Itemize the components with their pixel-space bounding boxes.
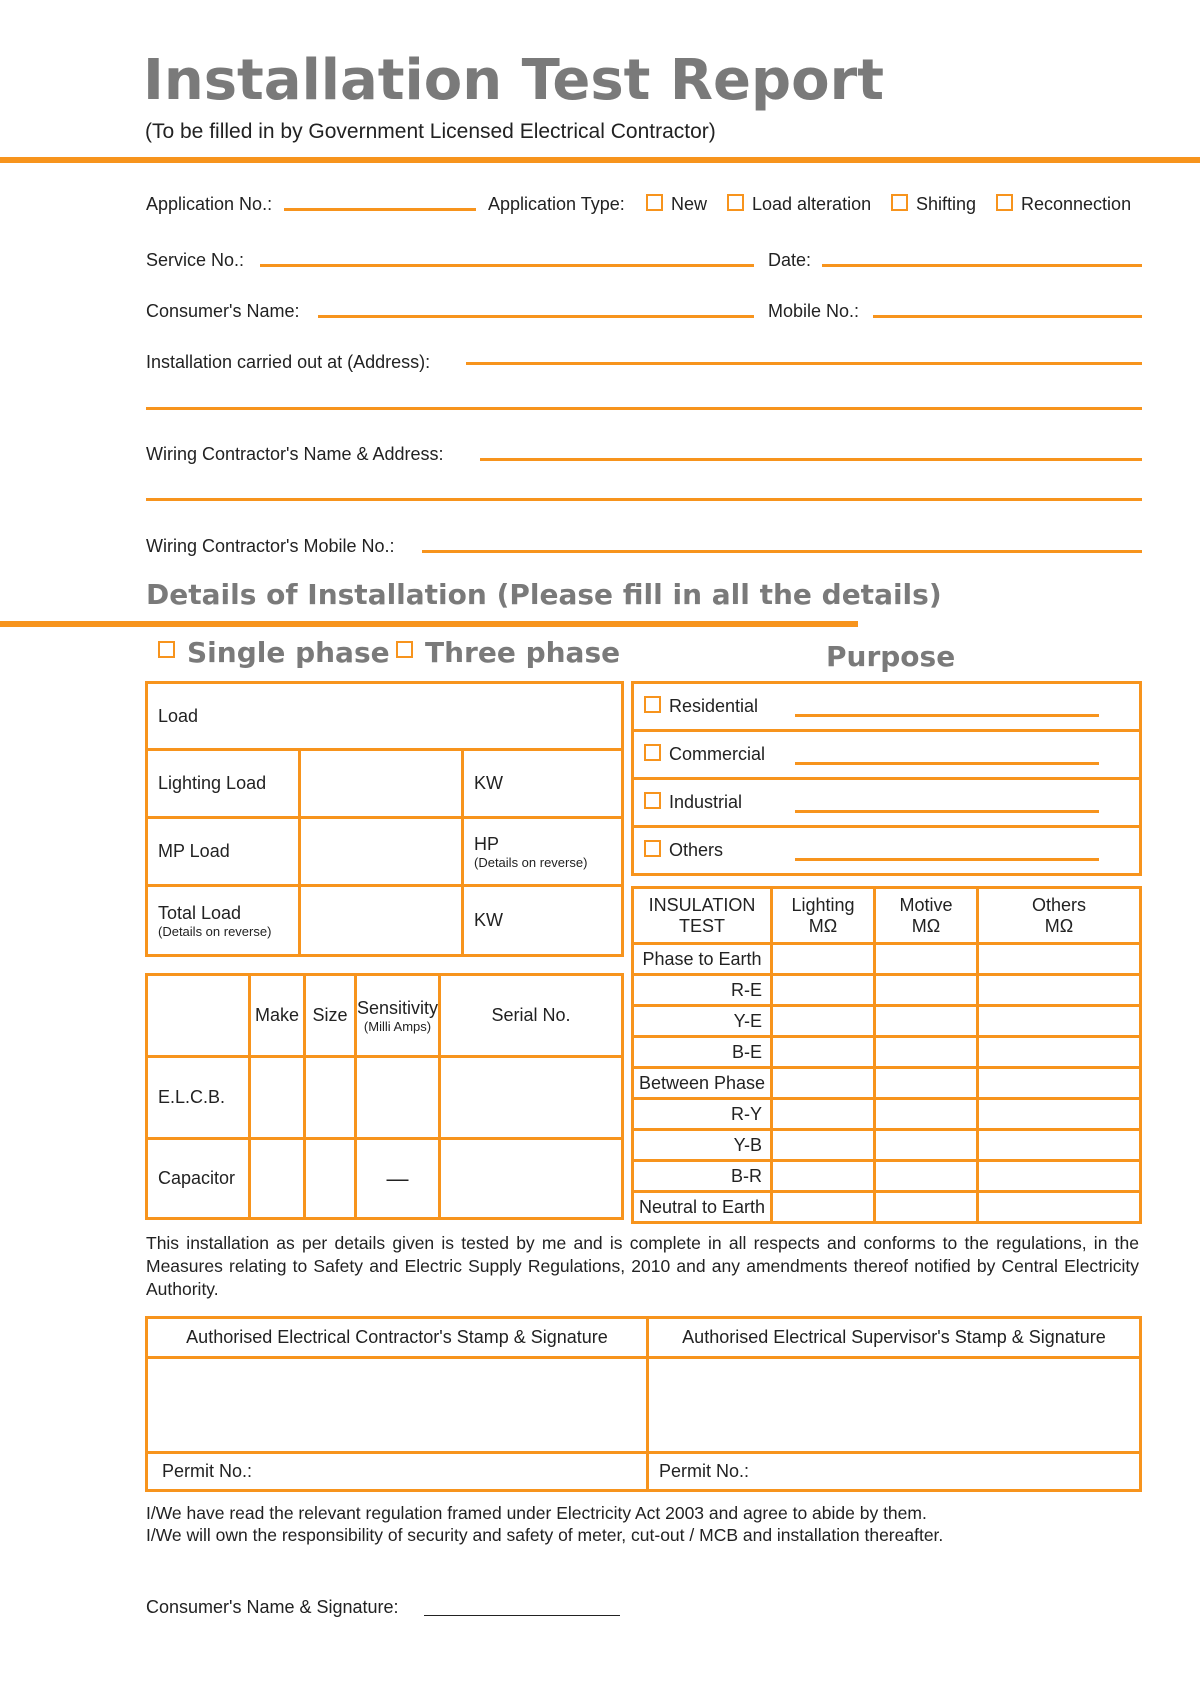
insulation-cell[interactable] (772, 1099, 875, 1130)
insulation-cell[interactable] (875, 1006, 978, 1037)
insulation-cell[interactable] (875, 1037, 978, 1068)
insulation-cell[interactable] (978, 1192, 1141, 1223)
insulation-row-label: B-R (633, 1161, 772, 1192)
insulation-cell[interactable] (772, 1006, 875, 1037)
lighting-mohm-header: Lighting MΩ (772, 888, 875, 944)
declaration-text: This installation as per details given is tested by me and is complete in all respects and conforms to the regulations, in the Measures relating to Safety and Electric Supply Regulations, 2010 and any amendments thereof notified by Central Electricity Authority. (146, 1233, 1139, 1299)
date-label: Date: (768, 250, 812, 270)
insulation-cell[interactable] (772, 1192, 875, 1223)
consumer-note-line1: I/We have read the relevant regulation framed under Electricity Act 2003 and agree to abide by them. (146, 1503, 927, 1523)
serial-no-header: Serial No. (440, 975, 623, 1057)
capacitor-sensitivity-na: — (356, 1139, 440, 1219)
insulation-cell[interactable] (772, 975, 875, 1006)
insulation-cell[interactable] (875, 944, 978, 975)
service-no-field[interactable] (260, 264, 754, 267)
purpose-others[interactable]: Others (633, 827, 1141, 875)
insulation-row-label: Phase to Earth (633, 944, 772, 975)
page-subtitle: (To be filled in by Government Licensed Electrical Contractor) (145, 120, 716, 143)
elcb-size[interactable] (305, 1057, 356, 1139)
consumer-name-label: Consumer's Name: (146, 301, 300, 321)
insulation-cell[interactable] (772, 1130, 875, 1161)
application-type-label: Application Type: (488, 194, 625, 214)
insulation-cell[interactable] (875, 975, 978, 1006)
type-option-shifting[interactable]: Shifting (891, 194, 976, 215)
consumer-name-field[interactable] (318, 315, 754, 318)
page-title: Installation Test Report (143, 48, 884, 113)
supervisor-signature-header: Authorised Electrical Supervisor's Stamp & Signature (648, 1318, 1141, 1358)
insulation-row-label: R-Y (633, 1099, 772, 1130)
address-field-line2[interactable] (146, 407, 1142, 410)
header-divider (0, 157, 1200, 163)
insulation-cell[interactable] (978, 975, 1141, 1006)
details-divider (0, 621, 858, 627)
type-option-load-alteration[interactable]: Load alteration (727, 194, 871, 215)
purpose-title: Purpose (826, 640, 956, 673)
mobile-no-field[interactable] (873, 315, 1142, 318)
checkbox-icon (644, 840, 661, 857)
address-label: Installation carried out at (Address): (146, 352, 431, 372)
insulation-cell[interactable] (978, 1006, 1141, 1037)
application-no-label: Application No.: (146, 194, 273, 214)
insulation-cell[interactable] (772, 1161, 875, 1192)
insulation-cell[interactable] (772, 944, 875, 975)
address-field-line1[interactable] (466, 362, 1142, 365)
capacitor-size[interactable] (305, 1139, 356, 1219)
insulation-row-label: Y-E (633, 1006, 772, 1037)
checkbox-icon (891, 194, 908, 211)
insulation-cell[interactable] (875, 1068, 978, 1099)
supervisor-permit-no[interactable]: Permit No.: (648, 1453, 1141, 1491)
total-load-unit: KW (463, 886, 623, 956)
insulation-row-label: Y-B (633, 1130, 772, 1161)
insulation-table (631, 886, 1142, 1224)
lighting-load-value[interactable] (300, 750, 463, 818)
contractor-signature-area[interactable] (147, 1358, 648, 1453)
details-section-title: Details of Installation (Please fill in all the details) (146, 578, 942, 611)
purpose-commercial-line (795, 762, 1099, 765)
mp-load-label: MP Load (147, 818, 300, 886)
load-table (145, 681, 624, 957)
insulation-cell[interactable] (875, 1192, 978, 1223)
elcb-sensitivity[interactable] (356, 1057, 440, 1139)
date-field[interactable] (822, 264, 1142, 267)
checkbox-icon (644, 792, 661, 809)
make-header: Make (250, 975, 305, 1057)
insulation-cell[interactable] (772, 1068, 875, 1099)
capacitor-label: Capacitor (147, 1139, 250, 1219)
insulation-header: INSULATION TEST (633, 888, 772, 944)
consumer-signature-label: Consumer's Name & Signature: (146, 1597, 399, 1617)
type-option-new[interactable]: New (646, 194, 707, 215)
checkbox-icon (996, 194, 1013, 211)
checkbox-icon (727, 194, 744, 211)
consumer-signature-field[interactable] (424, 1615, 620, 1616)
total-load-label: Total Load (Details on reverse) (147, 886, 300, 956)
insulation-cell[interactable] (978, 1130, 1141, 1161)
checkbox-icon (644, 696, 661, 713)
checkbox-icon (396, 641, 413, 658)
capacitor-serial[interactable] (440, 1139, 623, 1219)
supervisor-signature-area[interactable] (648, 1358, 1141, 1453)
purpose-industrial-line (795, 810, 1099, 813)
wiring-contractor-field-line1[interactable] (480, 458, 1142, 461)
mp-load-value[interactable] (300, 818, 463, 886)
insulation-cell[interactable] (978, 1099, 1141, 1130)
contractor-signature-header: Authorised Electrical Contractor's Stamp & Signature (147, 1318, 648, 1358)
insulation-row-label: B-E (633, 1037, 772, 1068)
consumer-note-line2: I/We will own the responsibility of security and safety of meter, cut-out / MCB and installation thereafter. (146, 1525, 944, 1545)
wiring-contractor-field-line2[interactable] (146, 498, 1142, 501)
mp-load-unit: HP (Details on reverse) (463, 818, 623, 886)
service-no-label: Service No.: (146, 250, 245, 270)
insulation-cell[interactable] (875, 1161, 978, 1192)
size-header: Size (305, 975, 356, 1057)
elcb-make[interactable] (250, 1057, 305, 1139)
elcb-label: E.L.C.B. (147, 1057, 250, 1139)
load-header: Load (147, 683, 623, 750)
checkbox-icon (644, 744, 661, 761)
checkbox-icon (646, 194, 663, 211)
purpose-industrial[interactable]: Industrial (633, 779, 1141, 827)
wiring-contractor-label: Wiring Contractor's Name & Address: (146, 444, 444, 464)
three-phase-option[interactable]: Three phase (396, 636, 620, 669)
purpose-table (631, 681, 1142, 876)
sensitivity-header: Sensitivity (Milli Amps) (356, 975, 440, 1057)
others-mohm-header: Others MΩ (978, 888, 1141, 944)
insulation-row-label: R-E (633, 975, 772, 1006)
insulation-cell[interactable] (978, 1068, 1141, 1099)
application-no-field[interactable] (284, 208, 476, 211)
elcb-serial[interactable] (440, 1057, 623, 1139)
lighting-load-unit: KW (463, 750, 623, 818)
wiring-mobile-label: Wiring Contractor's Mobile No.: (146, 536, 395, 556)
insulation-cell[interactable] (978, 1161, 1141, 1192)
insulation-cell[interactable] (772, 1037, 875, 1068)
capacitor-make[interactable] (250, 1139, 305, 1219)
device-table (145, 973, 624, 1220)
single-phase-option[interactable]: Single phase (158, 636, 390, 669)
insulation-cell[interactable] (978, 944, 1141, 975)
purpose-commercial[interactable]: Commercial (633, 731, 1141, 779)
insulation-cell[interactable] (978, 1037, 1141, 1068)
device-header-blank (147, 975, 250, 1057)
insulation-row-label: Between Phase (633, 1068, 772, 1099)
wiring-mobile-field[interactable] (422, 550, 1142, 553)
purpose-residential-line (795, 714, 1099, 717)
insulation-cell[interactable] (875, 1130, 978, 1161)
lighting-load-label: Lighting Load (147, 750, 300, 818)
type-option-reconnection[interactable]: Reconnection (996, 194, 1131, 215)
purpose-residential[interactable]: Residential (633, 683, 1141, 731)
motive-mohm-header: Motive MΩ (875, 888, 978, 944)
signature-table (145, 1316, 1142, 1492)
checkbox-icon (158, 641, 175, 658)
contractor-permit-no[interactable]: Permit No.: (147, 1453, 648, 1491)
total-load-value[interactable] (300, 886, 463, 956)
purpose-others-line (795, 858, 1099, 861)
mobile-no-label: Mobile No.: (768, 301, 860, 321)
insulation-cell[interactable] (875, 1099, 978, 1130)
insulation-row-label: Neutral to Earth (633, 1192, 772, 1223)
